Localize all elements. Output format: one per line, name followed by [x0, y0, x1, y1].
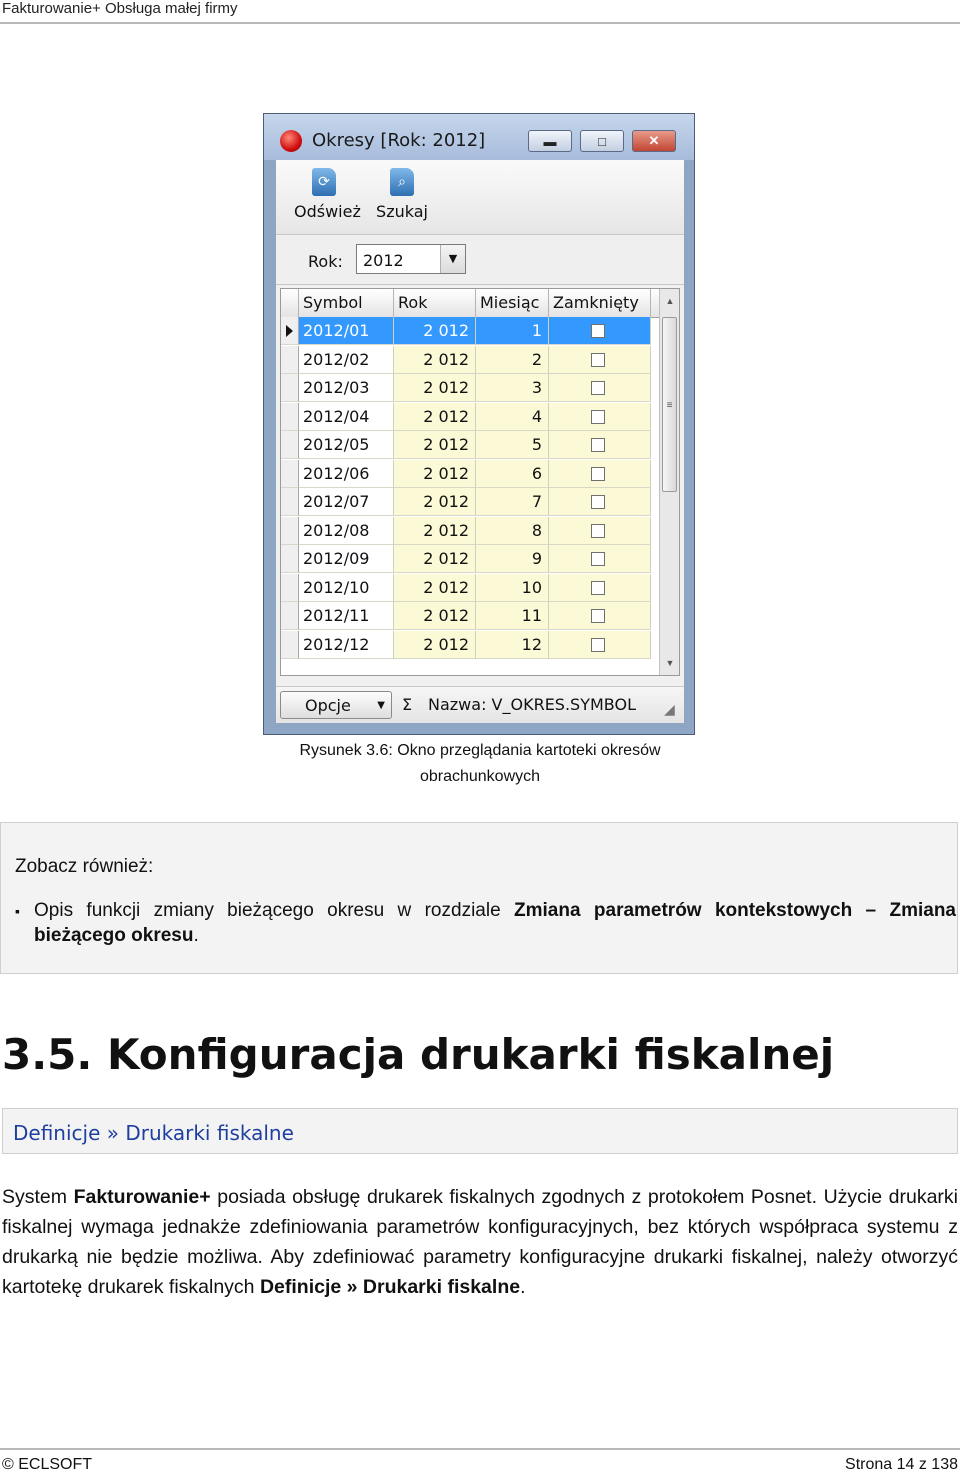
- breadcrumb: Definicje » Drukarki fiskalne: [13, 1121, 294, 1145]
- chevron-down-icon[interactable]: ▼: [440, 245, 465, 273]
- cell-symbol[interactable]: 2012/05: [299, 431, 394, 459]
- table-row[interactable]: [281, 403, 659, 432]
- closed-checkbox[interactable]: [591, 495, 605, 509]
- cell-rok[interactable]: 2 012: [394, 517, 476, 545]
- para-text: System: [2, 1186, 74, 1208]
- section-heading: 3.5. Konfiguracja drukarki fiskalnej: [2, 1030, 835, 1079]
- section-paragraph: [2, 1182, 958, 1302]
- page-header-title: Fakturowanie+ Obsługa małej firmy: [2, 0, 238, 17]
- year-label: Rok:: [308, 252, 343, 271]
- see-also-text: Opis funkcji zmiany bieżącego okresu w rozdziale: [34, 900, 515, 921]
- search-label: Szukaj: [376, 202, 428, 221]
- year-select-value: 2012: [363, 251, 404, 270]
- figure-caption-line2: obrachunkowych: [419, 768, 541, 785]
- row-indicator: [281, 574, 299, 602]
- see-also-item: [34, 898, 956, 948]
- see-also-box: [0, 822, 958, 974]
- toolbar: [276, 160, 684, 235]
- menu-path-box: [2, 1108, 958, 1154]
- periods-grid: [280, 288, 680, 676]
- current-row-arrow-icon: [286, 325, 293, 337]
- header-divider: [0, 22, 960, 24]
- row-indicator: [281, 403, 299, 431]
- row-indicator: [281, 346, 299, 374]
- status-bar: [276, 686, 684, 723]
- cell-rok[interactable]: 2 012: [394, 431, 476, 459]
- cell-rok[interactable]: 2 012: [394, 346, 476, 374]
- closed-checkbox[interactable]: [591, 552, 605, 566]
- row-indicator: [281, 460, 299, 488]
- maximize-button[interactable]: [580, 130, 624, 152]
- cell-symbol[interactable]: 2012/07: [299, 488, 394, 516]
- cell-symbol[interactable]: 2012/03: [299, 374, 394, 402]
- cell-symbol[interactable]: 2012/11: [299, 602, 394, 630]
- grid-header-indicator: [281, 289, 299, 317]
- closed-checkbox[interactable]: [591, 467, 605, 481]
- cell-miesiac[interactable]: 7: [476, 488, 549, 516]
- row-indicator: [281, 602, 299, 630]
- options-button[interactable]: [280, 691, 392, 719]
- refresh-icon: ⟳: [312, 168, 336, 196]
- table-row[interactable]: [281, 574, 659, 603]
- cell-zamkniety[interactable]: [549, 460, 651, 488]
- cell-symbol[interactable]: 2012/01: [299, 317, 394, 345]
- see-also-title: Zobacz również:: [15, 856, 154, 877]
- sigma-icon[interactable]: Σ: [402, 695, 413, 714]
- closed-checkbox[interactable]: [591, 524, 605, 538]
- cell-rok[interactable]: 2 012: [394, 460, 476, 488]
- cell-miesiac[interactable]: 2: [476, 346, 549, 374]
- cell-symbol[interactable]: 2012/12: [299, 631, 394, 659]
- grid-header: [281, 289, 659, 318]
- cell-rok[interactable]: 2 012: [394, 631, 476, 659]
- column-header-zamkniety[interactable]: Zamknięty: [549, 289, 651, 317]
- cell-miesiac[interactable]: 5: [476, 431, 549, 459]
- table-row[interactable]: [281, 488, 659, 517]
- column-header-symbol[interactable]: Symbol: [299, 289, 394, 317]
- maximize-icon: □: [598, 133, 606, 149]
- see-also-text-end: .: [193, 925, 199, 946]
- bullet-icon: ▪: [15, 903, 20, 919]
- cell-rok[interactable]: 2 012: [394, 602, 476, 630]
- cell-zamkniety[interactable]: [549, 403, 651, 431]
- cell-zamkniety[interactable]: [549, 517, 651, 545]
- closed-checkbox[interactable]: [591, 324, 605, 338]
- table-row[interactable]: [281, 602, 659, 631]
- cell-miesiac[interactable]: 11: [476, 602, 549, 630]
- window-titlebar[interactable]: [264, 114, 694, 160]
- table-row[interactable]: [281, 460, 659, 489]
- cell-zamkniety[interactable]: [549, 346, 651, 374]
- window-client: [276, 160, 684, 722]
- footer-page-number: Strona 14 z 138: [845, 1456, 958, 1473]
- refresh-label: Odśwież: [294, 202, 361, 221]
- window-title: Okresy [Rok: 2012]: [312, 130, 486, 151]
- closed-checkbox[interactable]: [591, 381, 605, 395]
- see-also-link[interactable]: Zmiana parametrów kontekstowych – Zmiana bieżącego okresu: [34, 900, 957, 946]
- table-row[interactable]: [281, 517, 659, 546]
- cell-rok[interactable]: 2 012: [394, 374, 476, 402]
- scroll-down-icon[interactable]: ▼: [665, 658, 675, 668]
- table-row[interactable]: [281, 346, 659, 375]
- cell-miesiac[interactable]: 10: [476, 574, 549, 602]
- row-indicator: [281, 631, 299, 659]
- para-product-name: Fakturowanie+: [73, 1186, 211, 1208]
- cell-zamkniety[interactable]: [549, 488, 651, 516]
- para-menu-path: Definicje » Drukarki fiskalne: [259, 1276, 521, 1298]
- cell-symbol[interactable]: 2012/04: [299, 403, 394, 431]
- close-button[interactable]: [632, 130, 676, 152]
- cell-symbol[interactable]: 2012/09: [299, 545, 394, 573]
- cell-miesiac[interactable]: 4: [476, 403, 549, 431]
- okresy-window: [263, 113, 695, 735]
- cell-rok[interactable]: 2 012: [394, 488, 476, 516]
- cell-miesiac[interactable]: 3: [476, 374, 549, 402]
- cell-rok[interactable]: 2 012: [394, 545, 476, 573]
- cell-zamkniety[interactable]: [549, 317, 651, 345]
- figure-caption-line1: Rysunek 3.6: Okno przeglądania kartoteki okresów: [299, 742, 661, 759]
- para-text-body: posiada obsługę drukarek fiskalnych zgodnych z protokołem Posnet. Użycie drukarki fiskalnej wymaga jednakże zdefiniowania parametrów konfiguracyjnych, bez których współpraca systemu z drukarką nie będzie możliwa. Aby zdefiniować parametry konfiguracyjne drukarki fiskalnej, należy otworzyć kartotekę drukarek fiskalnych: [2, 1186, 958, 1298]
- cell-rok[interactable]: 2 012: [394, 574, 476, 602]
- app-icon: [280, 130, 302, 152]
- closed-checkbox[interactable]: [591, 638, 605, 652]
- closed-checkbox[interactable]: [591, 410, 605, 424]
- cell-zamkniety[interactable]: [549, 545, 651, 573]
- closed-checkbox[interactable]: [591, 609, 605, 623]
- para-text-end: .: [520, 1276, 526, 1298]
- cell-symbol[interactable]: 2012/08: [299, 517, 394, 545]
- cell-miesiac[interactable]: 9: [476, 545, 549, 573]
- row-indicator: [281, 317, 299, 345]
- cell-symbol[interactable]: 2012/02: [299, 346, 394, 374]
- table-row[interactable]: [281, 374, 659, 403]
- footer-divider: [0, 1448, 960, 1450]
- refresh-button[interactable]: [294, 168, 361, 221]
- footer-copyright: © ECLSOFT: [2, 1456, 93, 1473]
- cell-miesiac[interactable]: 1: [476, 317, 549, 345]
- scroll-thumb[interactable]: ≡: [662, 317, 677, 492]
- row-indicator: [281, 517, 299, 545]
- closed-checkbox[interactable]: [591, 353, 605, 367]
- closed-checkbox[interactable]: [591, 581, 605, 595]
- cell-zamkniety[interactable]: [549, 574, 651, 602]
- row-indicator: [281, 488, 299, 516]
- cell-zamkniety[interactable]: [549, 431, 651, 459]
- column-header-rok[interactable]: Rok: [394, 289, 476, 317]
- row-indicator: [281, 545, 299, 573]
- cell-symbol[interactable]: 2012/06: [299, 460, 394, 488]
- cell-zamkniety[interactable]: [549, 631, 651, 659]
- options-label: Opcje: [305, 696, 351, 715]
- closed-checkbox[interactable]: [591, 438, 605, 452]
- table-row[interactable]: [281, 631, 659, 660]
- year-filter-bar: [276, 236, 684, 285]
- search-icon: ⌕: [390, 168, 414, 196]
- column-header-miesiac[interactable]: Miesiąc: [476, 289, 549, 317]
- grid-scrollbar[interactable]: [659, 289, 680, 675]
- row-indicator: [281, 374, 299, 402]
- year-select[interactable]: [356, 244, 466, 274]
- cell-zamkniety[interactable]: [549, 374, 651, 402]
- cell-rok[interactable]: 2 012: [394, 317, 476, 345]
- cell-miesiac[interactable]: 8: [476, 517, 549, 545]
- table-row[interactable]: [281, 545, 659, 574]
- cell-zamkniety[interactable]: [549, 602, 651, 630]
- status-field-name: Nazwa: V_OKRES.SYMBOL: [428, 695, 636, 714]
- row-indicator: [281, 431, 299, 459]
- chevron-down-icon: ▼: [377, 700, 385, 711]
- table-row[interactable]: [281, 431, 659, 460]
- cell-symbol[interactable]: 2012/10: [299, 574, 394, 602]
- table-row[interactable]: [281, 317, 659, 346]
- close-icon: ✕: [648, 133, 660, 148]
- cell-miesiac[interactable]: 12: [476, 631, 549, 659]
- scroll-up-icon[interactable]: ▲: [665, 296, 675, 306]
- cell-rok[interactable]: 2 012: [394, 403, 476, 431]
- minimize-icon: ▬: [543, 133, 557, 149]
- search-button[interactable]: [372, 168, 432, 221]
- cell-miesiac[interactable]: 6: [476, 460, 549, 488]
- resize-grip-icon[interactable]: ◢: [664, 701, 675, 717]
- minimize-button[interactable]: [528, 130, 572, 152]
